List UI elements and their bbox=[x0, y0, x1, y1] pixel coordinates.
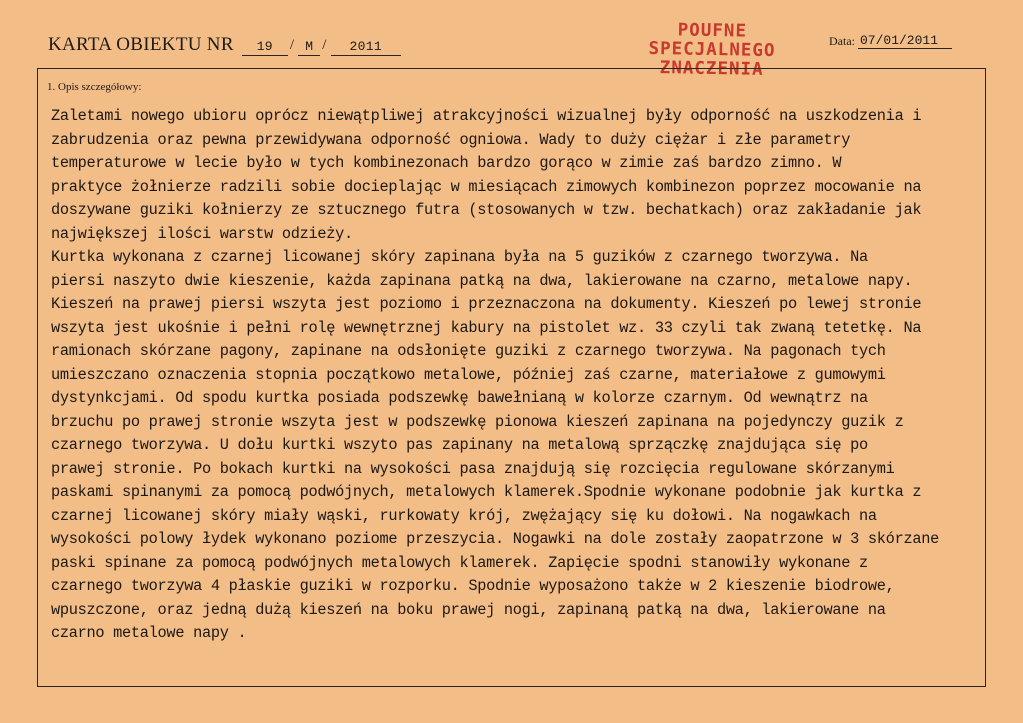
number-separator: / bbox=[322, 37, 327, 53]
stamp-line: POUFNE bbox=[677, 20, 748, 42]
number-separator: / bbox=[289, 37, 295, 53]
object-month-field: M bbox=[298, 39, 320, 56]
date-label: Data: bbox=[829, 34, 855, 48]
card-title bbox=[48, 34, 401, 56]
object-year-field: 2011 bbox=[331, 39, 401, 56]
description-box bbox=[37, 68, 986, 687]
description-text: Zaletami nowego ubioru oprócz niewątpliwej atrakcyjności wizualnej były odporność na uszkodzenia i zabrudzenia oraz pewna przewidywana odporność ogniowa. Wady to duży ciężar i złe parametry temperaturowe w lecie było w tych kombinezonach bardzo gorąco w zimie zaś bardzo zimno. W praktyce żołnierze radzili sobie docieplając w miesiącach zimowych kombinezon poprzez mocowanie na doszywane guziki kołnierzy ze sztucznego futra (stosowanych w tzw. bechatkach) oraz zakładanie jak największej ilości warstw odzieży. Kurtka wykonana z czarnej licowanej skóry zapinana była na 5 guzików z czarnego tworzywa. Na piersi naszyto dwie kieszenie, każda zapinana patką na dwa, lakierowane na czarno, metalowe napy. Kieszeń na prawej piersi wszyta jest poziomo i przeznaczona na dokumenty. Kieszeń po lewej stronie wszyta jest ukośnie i pełni rolę wewnętrznej kabury na pistolet wz. 33 czyli tak zwaną tetetkę. Na ramionach skórzane pagony, zapinane na odsłonięte guziki z czarnego tworzywa. Na pagonach tych umieszczano oznaczenia stopnia początkowo metalowe, później zaś czarne, materiałowe z gumowymi dystynkcjami. Od spodu kurtka posiada podszewkę bawełnianą w kolorze czarnym. Od wewnątrz na brzuchu po prawej stronie wszyta jest w podszewkę pionowa kieszeń zapinana na pojedynczy guzik z czarnego tworzywa. U dołu kurtki wszyto pas zapinany na metalową sprzączkę znajdująca się po prawej stronie. Po bokach kurtki na wysokości pasa znajdują się rozcięcia regulowane skórzanymi paskami spinanymi za pomocą podwójnych, metalowych klamerek.Spodnie wykonane podobnie jak kurtka z czarnej licowanej skóry miały wąski, rurkowaty krój, zwężający się ku dołowi. Na nogawkach na wysokości polowy łydek wykonano poziome przeszycia. Nogawki na dole zostały zaopatrzone w 3 skórzane paski spinane za pomocą podwójnych metalowych klamerek. Zapięcie spodni stanowiły wykonane z czarnego tworzywa 4 płaskie guziki w rozporku. Spodnie wyposażono także w 2 kieszenie biodrowe, wpuszczone, oraz jedną dużą kieszeń na boku prawej nogi, zapinaną patką na dwa, lakierowane na czarno metalowe napy . bbox=[51, 107, 939, 642]
card-title-label: KARTA OBIEKTU NR bbox=[48, 34, 234, 55]
stamp-line: ZNACZENIA bbox=[659, 58, 764, 80]
date-group bbox=[829, 33, 952, 49]
date-field: 07/01/2011 bbox=[858, 33, 952, 49]
stamp-line: SPECJALNEGO bbox=[648, 38, 776, 62]
section-label: 1. Opis szczegółowy: bbox=[47, 81, 142, 93]
object-number-field: 19 bbox=[242, 39, 288, 56]
